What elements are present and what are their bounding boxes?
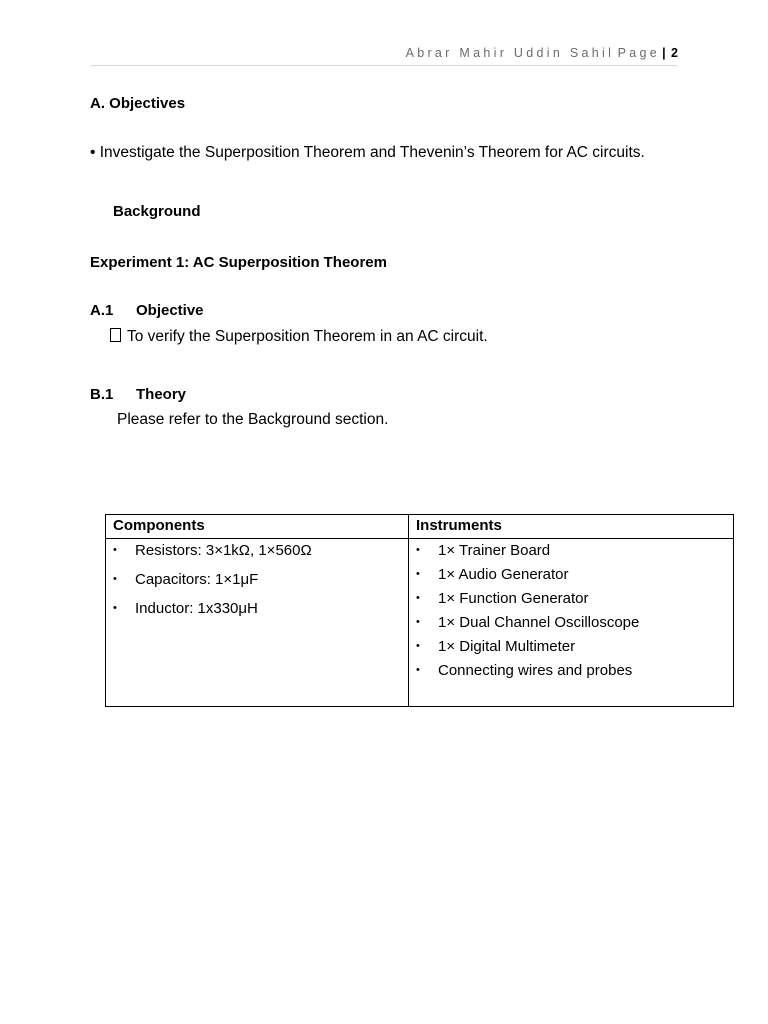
header-divider xyxy=(90,65,678,66)
background-heading: Background xyxy=(113,203,201,220)
list-item: • Resistors: 3×1kΩ, 1×560Ω xyxy=(106,541,408,560)
objective-item xyxy=(110,328,488,346)
header-page-word: Page xyxy=(617,46,661,60)
components-cell xyxy=(106,539,409,707)
objective-subheading xyxy=(90,302,204,319)
list-item: • 1× Function Generator xyxy=(409,589,733,608)
components-list xyxy=(106,539,408,618)
list-item: • Inductor: 1x330μH xyxy=(106,599,408,618)
instruments-list xyxy=(409,539,733,680)
list-item: • Connecting wires and probes xyxy=(409,661,733,680)
header-author: Abrar Mahir Uddin Sahil xyxy=(405,46,615,60)
theory-number: B.1 xyxy=(90,386,114,403)
table-header-row xyxy=(106,515,734,539)
instruments-header: Instruments xyxy=(409,515,734,539)
objective-number: A.1 xyxy=(90,302,114,319)
page-header xyxy=(90,46,678,66)
missing-glyph-icon xyxy=(110,328,121,342)
objectives-heading: A. Objectives xyxy=(90,95,186,112)
header-page-number: 2 xyxy=(671,46,678,60)
objective-label: Objective xyxy=(136,302,204,319)
list-item: • 1× Digital Multimeter xyxy=(409,637,733,656)
list-item: • 1× Trainer Board xyxy=(409,541,733,560)
theory-label: Theory xyxy=(136,386,187,403)
equipment-table xyxy=(105,514,734,707)
table-row xyxy=(106,539,734,707)
list-item: • Capacitors: 1×1μF xyxy=(106,570,408,589)
instruments-cell xyxy=(409,539,734,707)
objective-text: To verify the Superposition Theorem in an AC circuit. xyxy=(127,328,488,345)
experiment-title: Experiment 1: AC Superposition Theorem xyxy=(90,254,387,271)
objectives-bullet: • Investigate the Superposition Theorem and Thevenin’s Theorem for AC circuits. xyxy=(90,144,645,161)
components-header: Components xyxy=(106,515,409,539)
theory-text: Please refer to the Background section. xyxy=(117,411,389,428)
header-separator: | xyxy=(662,46,666,60)
list-item: • 1× Dual Channel Oscilloscope xyxy=(409,613,733,632)
list-item: • 1× Audio Generator xyxy=(409,565,733,584)
theory-subheading xyxy=(90,386,186,403)
